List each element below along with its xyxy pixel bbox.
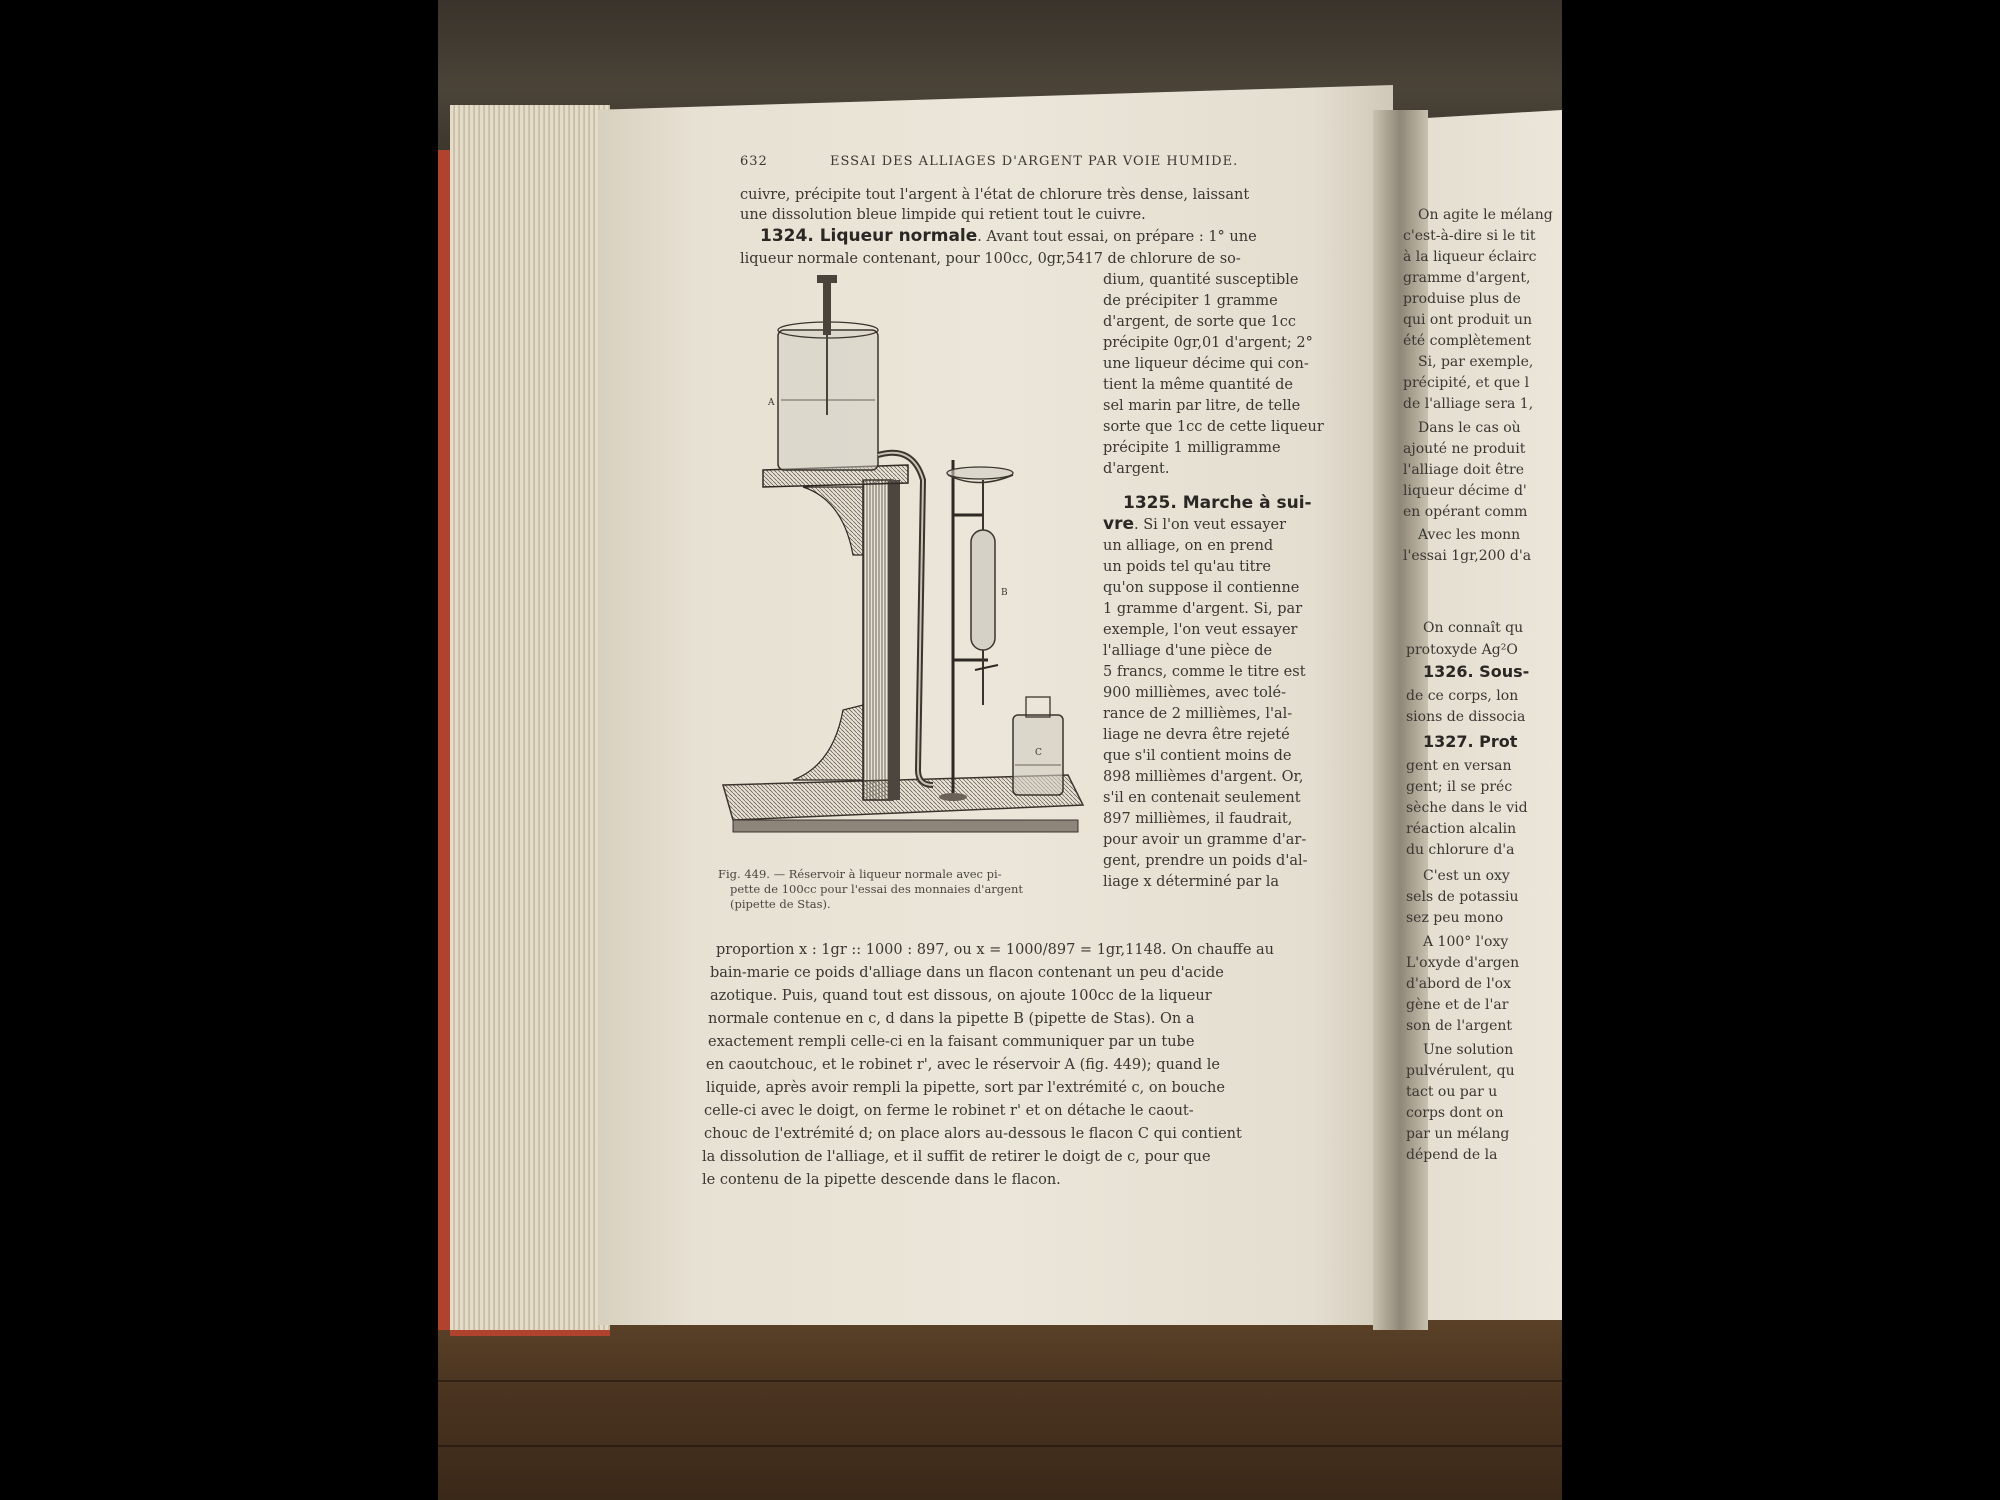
text-line: de précipiter 1 gramme — [1103, 293, 1278, 309]
text-line: liqueur normale contenant, pour 100cc, 0gr,5417 de chlorure de so- — [740, 251, 1241, 267]
section-title: Liqueur normale — [819, 226, 978, 246]
text-line: proportion x : 1gr :: 1000 : 897, ou x = 1000/897 = 1gr,1148. On chauffe au — [716, 942, 1275, 958]
text-line: l'alliage d'une pièce de — [1103, 643, 1273, 659]
pipette-b — [971, 530, 995, 650]
text-line: qui ont produit un — [1403, 312, 1533, 328]
text-line: gent en versan — [1406, 758, 1512, 774]
text-line: sorte que 1cc de cette liqueur — [1103, 419, 1324, 435]
text-line: azotique. Puis, quand tout est dissous, on ajoute 100cc de la liqueur — [710, 988, 1212, 1004]
text-line: dépend de la — [1406, 1147, 1498, 1163]
text-line: C'est un oxy — [1423, 868, 1510, 884]
text-line: tient la même quantité de — [1103, 377, 1293, 393]
text-line: c'est-à-dire si le tit — [1403, 228, 1536, 244]
text-line: sez peu mono — [1406, 910, 1504, 926]
text-line: réaction alcalin — [1406, 821, 1517, 837]
text-line: Si, par exemple, — [1418, 354, 1534, 370]
label-b: B — [1001, 588, 1008, 598]
text-line: celle-ci avec le doigt, on ferme le robinet r' et on détache le caout- — [704, 1103, 1194, 1119]
text-line: exactement rempli celle-ci en la faisant communiquer par un tube — [708, 1034, 1195, 1050]
section-title-cont: vre — [1103, 514, 1134, 534]
text-line: cuivre, précipite tout l'argent à l'état de chlorure très dense, laissant — [740, 187, 1250, 203]
caption-line: pette de 100cc pour l'essai des monnaies d'argent — [730, 882, 1023, 896]
text-line: un poids tel qu'au titre — [1103, 559, 1271, 575]
text-line: L'oxyde d'argen — [1406, 955, 1520, 971]
text-line: liqueur décime d' — [1403, 483, 1527, 499]
text-line: corps dont on — [1406, 1105, 1504, 1121]
text-line: bain-marie ce poids d'alliage dans un flacon contenant un peu d'acide — [710, 965, 1224, 981]
text-line: gramme d'argent, — [1403, 270, 1531, 286]
text-line: Avec les monn — [1418, 527, 1521, 543]
text-line: le contenu de la pipette descende dans le flacon. — [702, 1172, 1061, 1188]
text-line: chouc de l'extrémité d; on place alors au-dessous le flacon C qui contient — [704, 1126, 1242, 1142]
text-line: ajouté ne produit — [1403, 441, 1526, 457]
text-line: d'abord de l'ox — [1406, 976, 1511, 992]
caption-line: (pipette de Stas). — [730, 897, 831, 911]
text-line: 1 gramme d'argent. Si, par — [1103, 601, 1303, 617]
text-line: à la liqueur éclairc — [1403, 249, 1537, 265]
running-header: ESSAI DES ALLIAGES D'ARGENT PAR VOIE HUMIDE. — [830, 154, 1239, 169]
text-line: On connaît qu — [1423, 620, 1524, 636]
text-line: tact ou par u — [1406, 1084, 1498, 1100]
text-line: l'alliage doit être — [1403, 462, 1524, 478]
text-line: A 100° l'oxy — [1423, 934, 1509, 950]
text-line: liquide, après avoir rempli la pipette, sort par l'extrémité c, on bouche — [706, 1080, 1225, 1096]
text-line: 898 millièmes d'argent. Or, — [1103, 769, 1304, 785]
text-line: que s'il contient moins de — [1103, 748, 1292, 764]
text-line: une liqueur décime qui con- — [1103, 356, 1309, 372]
section-1327-heading: 1327. Prot — [1423, 732, 1518, 751]
text-line: . Si l'on veut essayer — [1134, 517, 1287, 533]
caption-line: Fig. 449. — Réservoir à liqueur normale avec pi- — [718, 867, 1002, 881]
text-line: sel marin par litre, de telle — [1103, 398, 1301, 414]
wooden-table — [438, 1320, 1562, 1500]
text-line: s'il en contenait seulement — [1103, 790, 1301, 806]
label-a: A — [768, 398, 775, 408]
text-line: liage x déterminé par la — [1103, 874, 1280, 890]
text-line: en caoutchouc, et le robinet r', avec le réservoir A (fig. 449); quand le — [706, 1057, 1220, 1073]
text-line: exemple, l'on veut essayer — [1103, 622, 1298, 638]
text-line: précipité, et que l — [1403, 375, 1530, 391]
text-line: dium, quantité susceptible — [1103, 272, 1299, 288]
text-line: son de l'argent — [1406, 1018, 1513, 1034]
text-line: pulvérulent, qu — [1406, 1063, 1515, 1079]
text-line: 897 millièmes, il faudrait, — [1103, 811, 1293, 827]
text-line: une dissolution bleue limpide qui retient tout le cuivre. — [740, 207, 1146, 223]
page-block-edges — [450, 105, 610, 1336]
text-line: gène et de l'ar — [1406, 997, 1509, 1013]
text-line: Une solution — [1423, 1042, 1514, 1058]
text-line: précipite 0gr,01 d'argent; 2° — [1103, 335, 1313, 351]
text-line: normale contenue en c, d dans la pipette B (pipette de Stas). On a — [708, 1011, 1195, 1027]
text-line: protoxyde Ag²O — [1406, 642, 1518, 658]
text-line: On agite le mélang — [1418, 207, 1553, 223]
text-line: Dans le cas où — [1418, 420, 1521, 436]
text-line: de ce corps, lon — [1406, 688, 1519, 704]
text-line: sèche dans le vid — [1406, 800, 1528, 816]
section-number: 1324 — [760, 226, 808, 246]
text-line: liage ne devra être rejeté — [1103, 727, 1290, 743]
fig-449-apparatus-illustration — [713, 265, 1093, 850]
text-line: un alliage, on en prend — [1103, 538, 1274, 554]
text-line: sions de dissocia — [1406, 709, 1526, 725]
text-line: par un mélang — [1406, 1126, 1510, 1142]
text-line: d'argent, de sorte que 1cc — [1103, 314, 1296, 330]
text-line: pour avoir un gramme d'ar- — [1103, 832, 1307, 848]
text-line: gent, prendre un poids d'al- — [1103, 853, 1308, 869]
text-line: l'essai 1gr,200 d'a — [1403, 548, 1532, 564]
text-line: de l'alliage sera 1, — [1403, 396, 1534, 412]
text-line: qu'on suppose il contienne — [1103, 580, 1300, 596]
label-c: C — [1035, 748, 1042, 758]
text-line: . Avant tout essai, on prépare : 1° une — [977, 229, 1257, 245]
text-line: la dissolution de l'alliage, et il suffit de retirer le doigt de c, pour que — [702, 1149, 1211, 1165]
section-number: 1325 — [1123, 493, 1171, 513]
text-line: gent; il se préc — [1406, 779, 1513, 795]
page-number: 632 — [740, 154, 768, 169]
book-photo: 632 ESSAI DES ALLIAGES D'ARGENT PAR VOIE HUMIDE. cuivre, précipite tout l'argent à l'état de chlorure très dense, laissant une dissolution bleue limpide qui retient tout le cuivre. 1324. Liqueur normale. Avant tout essai, on prépare : 1° une liqueur normale contenant, pour 100cc, 0gr,5417 de chlorure de so- dium, quantité susceptible de précipiter 1 gramme d'argent, de sorte que 1cc précipite 0gr,01 d'argent; 2° une liqueur décime qui con- tient la même quantité de sel marin par litre, de telle sorte que 1cc de cette liqueur précipite 1 milligramme d'argent. 1325. Marche à sui- vre. Si l'on veut essayer un alliage, on en prend un poids tel qu'au titre qu'on suppose il contienne 1 gramme d'argent. Si, par exemple, l'on veut essayer l'alliage d'une pièce de 5 francs, comme le titre est 900 millièmes, avec tolé- rance de 2 millièmes, l'al- liage ne devra être rejeté que s'il contient moins de 898 millièmes d'argent. Or, s'il en contenait seulement 897 millièmes, il faudrait, pour avoir un gramme d'ar- gent, prendre un poids d'al- liage x déterminé par la A B C Fig. 449. — Réservoir à liqueur normale avec pi- pette de 100cc pour l'essai des monnaies d'argent (pipette de Stas). proportion x : 1gr :: 1000 : 897, ou x = 1000/897 = 1gr,1148. On chauffe au bain-marie ce poids d'alliage dans un flacon contenant un peu d'acide azotique. Puis, quand tout est dissous, on ajoute 100cc de la liqueur normale contenue en c, d dans la pipette B (pipette de Stas). On a exactement rempli celle-ci en la faisant communiquer par un tube en caoutchouc, et le robinet r', avec le réservoir A (fig. 449); quand le liquide, après avoir rempli la pipette, sort par l'extrémité c, on bouche celle-ci avec le doigt, on ferme le robinet r' et on détache le caout- chouc de l'extrémité d; on place alors au-dessous le flacon C qui contient la dissolution de l'alliage, et il suffit de retirer le doigt de c, pour que le contenu de la pipette descende dans le flacon. On agite le mélang c'est-à-dire si le tit à la liqueur éclairc gramme d'argent, produise plus de qui ont produit un été complètement Si, par exemple, précipité, et que l de l'alliage sera 1, Dans le cas où ajouté ne produit l'alliage doit être liqueur décime d' en opérant comm Avec les monn l'essai 1gr,200 d'a On connaît qu protoxyde Ag²O 1326. Sous- de ce corps, lon sions de dissocia 1327. Prot gent en versan gent; il se préc sèche dans le vid réaction alcalin du chlorure d'a C'est un oxy sels de potassiu sez peu mono A 100° l'oxy L'oxyde d'argen d'abord de l'ox gène et de l'ar son de l'argent Une solution pulvérulent, qu tact ou par u corps dont on par un mélang dépend de la — [438, 0, 1562, 1500]
text-line: sels de potassiu — [1406, 889, 1519, 905]
text-line: rance de 2 millièmes, l'al- — [1103, 706, 1293, 722]
text-line: 5 francs, comme le titre est — [1103, 664, 1306, 680]
text-line: été complètement — [1403, 333, 1532, 349]
text-line: en opérant comm — [1403, 504, 1528, 520]
text-line: 900 millièmes, avec tolé- — [1103, 685, 1286, 701]
text-line: du chlorure d'a — [1406, 842, 1515, 858]
section-title: . Marche à sui- — [1170, 493, 1312, 513]
text-line: d'argent. — [1103, 461, 1170, 477]
text-line: précipite 1 milligramme — [1103, 440, 1281, 456]
text-line: produise plus de — [1403, 291, 1521, 307]
section-1326-heading: 1326. Sous- — [1423, 662, 1530, 681]
